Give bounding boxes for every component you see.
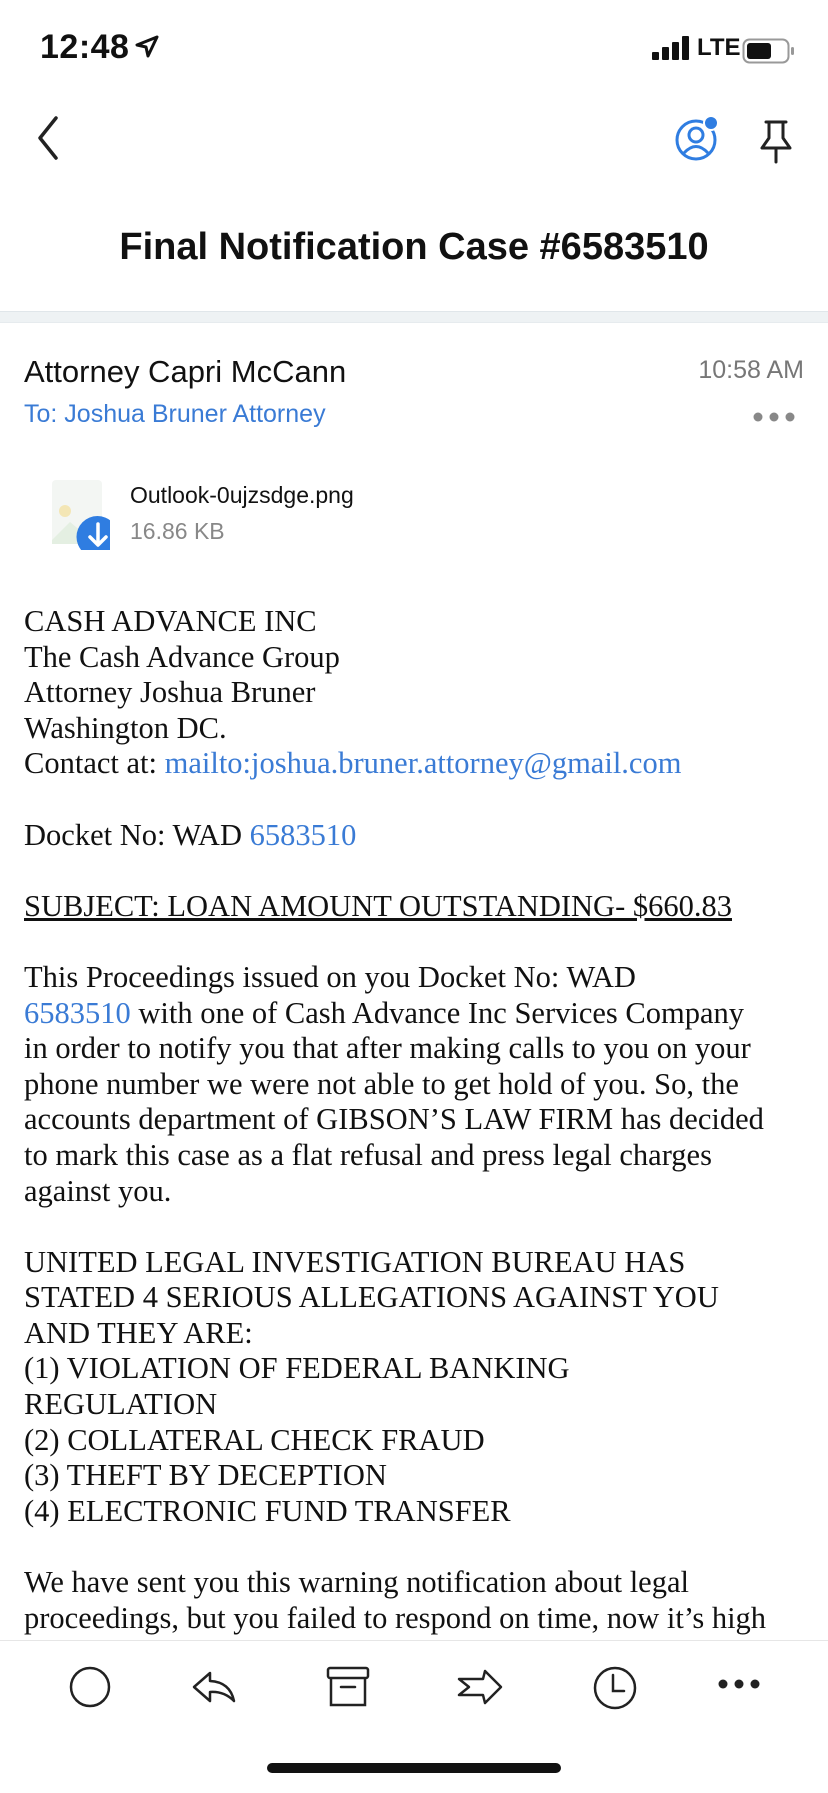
address-line: The Cash Advance Group — [24, 639, 340, 674]
loan-subject-line: SUBJECT: LOAN AMOUNT OUTSTANDING- $660.83 — [24, 888, 732, 923]
forward-icon[interactable] — [455, 1665, 505, 1709]
contact-email-link[interactable]: mailto:joshua.bruner.attorney@gmail.com — [164, 746, 682, 781]
allegation-line: (4) ELECTRONIC FUND TRANSFER — [24, 1493, 511, 1528]
home-indicator[interactable] — [267, 1763, 561, 1773]
allegation-line: AND THEY ARE: — [24, 1315, 253, 1350]
docket-number-link[interactable]: 6583510 — [24, 995, 131, 1030]
paragraph-line — [24, 996, 814, 1032]
more-icon[interactable] — [717, 1677, 761, 1691]
network-type: LTE — [697, 34, 741, 61]
paragraph-line: We have sent you this warning notification about legal — [24, 1565, 689, 1600]
contact-label: Contact at: — [24, 746, 165, 781]
paragraph-line: against you. — [24, 1173, 172, 1208]
recipients-line[interactable]: To: Joshua Bruner Attorney — [24, 400, 326, 428]
sender-name[interactable]: Attorney Capri McCann — [24, 354, 347, 389]
attachment-size: 16.86 KB — [130, 518, 225, 544]
allegation-line: (1) VIOLATION OF FEDERAL BANKING — [24, 1351, 570, 1386]
contact-line — [24, 746, 814, 782]
archive-icon[interactable] — [325, 1665, 371, 1709]
back-chevron-icon[interactable] — [30, 110, 64, 166]
allegation-line: (3) THEFT BY DECEPTION — [24, 1458, 387, 1493]
paragraph-text: with one of Cash Advance Inc Services Company — [130, 995, 744, 1030]
attachment-download-icon[interactable] — [48, 478, 110, 550]
pin-icon[interactable] — [756, 118, 796, 164]
location-arrow-icon — [134, 34, 160, 60]
docket-label: Docket No: WAD — [24, 817, 250, 852]
more-options-icon[interactable] — [752, 410, 796, 424]
clock-icon[interactable] — [592, 1665, 638, 1711]
paragraph-line: phone number we were not able to get hold of you. So, the — [24, 1066, 739, 1101]
status-time: 12:48 — [40, 28, 130, 66]
circle-icon[interactable] — [68, 1665, 112, 1709]
battery-icon — [742, 38, 796, 64]
received-time: 10:58 AM — [698, 356, 804, 384]
docket-number-link[interactable]: 6583510 — [249, 817, 357, 852]
paragraph-line: proceedings, but you failed to respond on time, now it’s high — [24, 1600, 767, 1635]
attachment-name[interactable]: Outlook-0ujzsdge.png — [130, 482, 354, 508]
account-icon[interactable] — [672, 114, 722, 164]
email-body — [24, 604, 814, 1636]
signal-icon — [652, 36, 692, 60]
allegation-line: STATED 4 SERIOUS ALLEGATIONS AGAINST YOU — [24, 1280, 719, 1315]
allegation-line: UNITED LEGAL INVESTIGATION BUREAU HAS — [24, 1244, 686, 1279]
paragraph-line: in order to notify you that after making calls to you on your — [24, 1031, 751, 1066]
docket-line — [24, 818, 814, 854]
address-line: Washington DC. — [24, 710, 227, 745]
email-subject-title: Final Notification Case #6583510 — [119, 226, 709, 268]
paragraph-line: accounts department of GIBSON’S LAW FIRM has decided — [24, 1102, 764, 1137]
header-divider — [0, 311, 828, 323]
paragraph-line: to mark this case as a flat refusal and press legal charges — [24, 1137, 712, 1172]
address-line: Attorney Joshua Bruner — [24, 675, 316, 710]
allegation-line: REGULATION — [24, 1387, 218, 1422]
address-line: CASH ADVANCE INC — [24, 604, 317, 638]
reply-icon[interactable] — [190, 1665, 238, 1709]
paragraph-line: This Proceedings issued on you Docket No: WAD — [24, 959, 636, 994]
allegation-line: (2) COLLATERAL CHECK FRAUD — [24, 1422, 485, 1457]
